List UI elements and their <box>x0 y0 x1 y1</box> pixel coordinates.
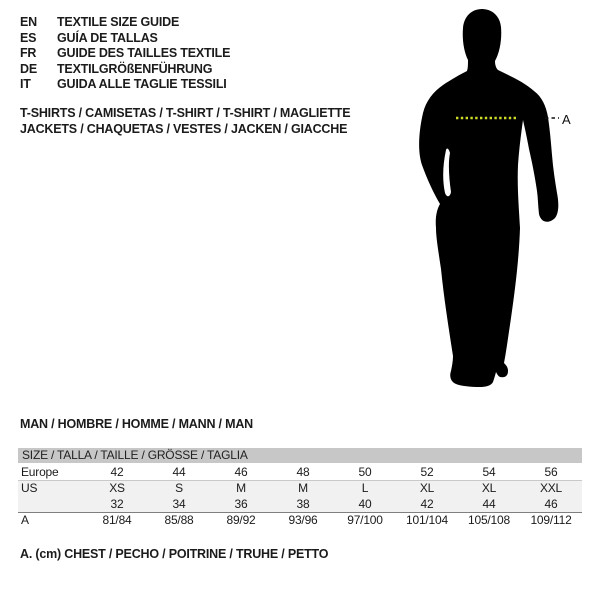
table-cell: S <box>148 480 210 496</box>
table-cell: XXL <box>520 480 582 496</box>
table-cell: 81/84 <box>86 512 148 528</box>
size-table <box>18 464 582 528</box>
table-cell: 46 <box>234 464 248 479</box>
table-cell: 85/88 <box>148 512 210 528</box>
language-code: DE <box>20 61 37 76</box>
row-label: US <box>18 480 86 496</box>
language-label: TEXTILE SIZE GUIDE <box>57 15 180 29</box>
table-cell: 48 <box>296 464 310 479</box>
language-row <box>20 46 230 62</box>
language-row <box>20 77 230 93</box>
table-cell: 40 <box>358 496 372 511</box>
language-row <box>20 15 230 31</box>
table-cell: 42 <box>420 496 434 511</box>
language-list <box>20 15 230 93</box>
table-cell: 101/104 <box>396 512 458 528</box>
table-cell: 32 <box>110 496 124 511</box>
category-jackets: JACKETS / CHAQUETAS / VESTES / JACKEN / GIACCHE <box>20 122 348 136</box>
table-row-us <box>18 480 582 496</box>
table-cell: M <box>272 480 334 496</box>
category-tshirts: T-SHIRTS / CAMISETAS / T-SHIRT / T-SHIRT / MAGLIETTE <box>20 106 351 120</box>
language-code: ES <box>20 30 37 45</box>
table-cell: 54 <box>482 464 496 479</box>
language-code: FR <box>20 46 37 61</box>
table-cell: 34 <box>172 496 186 511</box>
row-label: A <box>18 512 86 528</box>
language-row <box>20 62 230 78</box>
table-cell: 105/108 <box>458 512 520 528</box>
table-cell: XL <box>396 480 458 496</box>
table-cell: 109/112 <box>520 512 582 528</box>
language-code: IT <box>20 77 31 92</box>
category-list <box>20 105 350 137</box>
table-cell: XS <box>86 480 148 496</box>
measurement-footnote: A. (cm) CHEST / PECHO / POITRINE / TRUHE / PETTO <box>20 547 329 561</box>
man-silhouette-figure <box>412 7 572 389</box>
language-label: TEXTILGRÖßENFÜHRUNG <box>57 61 213 76</box>
table-row-chest-cm <box>18 512 582 528</box>
table-cell: L <box>334 480 396 496</box>
man-silhouette-body <box>419 9 558 387</box>
table-cell: XL <box>458 480 520 496</box>
language-code: EN <box>20 15 37 29</box>
table-cell: 89/92 <box>210 512 272 528</box>
table-row-europe <box>18 464 582 480</box>
gender-heading: MAN / HOMBRE / HOMME / MANN / MAN <box>20 417 253 431</box>
table-cell: 56 <box>544 464 558 479</box>
measure-label-a: A <box>562 112 571 127</box>
table-cell: 44 <box>172 464 186 479</box>
table-cell: 50 <box>358 464 372 479</box>
table-cell: 97/100 <box>334 512 396 528</box>
language-row <box>20 31 230 47</box>
table-cell: M <box>210 480 272 496</box>
man-silhouette-svg <box>412 7 572 389</box>
table-cell: 44 <box>482 496 496 511</box>
language-label: GUIDE DES TAILLES TEXTILE <box>57 46 231 61</box>
table-cell: 52 <box>420 464 434 479</box>
table-cell: 42 <box>110 464 124 479</box>
language-label: GUIDA ALLE TAGLIE TESSILI <box>57 77 227 92</box>
table-cell: 93/96 <box>272 512 334 528</box>
size-table-header: SIZE / TALLA / TAILLE / GRÖSSE / TAGLIA <box>18 448 582 463</box>
table-row-alt-sizes <box>18 496 582 512</box>
row-label <box>18 496 86 512</box>
language-label: GUÍA DE TALLAS <box>57 30 158 45</box>
size-table-section <box>18 448 582 528</box>
row-label: Europe <box>21 464 59 479</box>
table-cell: 38 <box>296 496 310 511</box>
table-cell: 46 <box>544 496 558 511</box>
table-cell: 36 <box>234 496 248 511</box>
